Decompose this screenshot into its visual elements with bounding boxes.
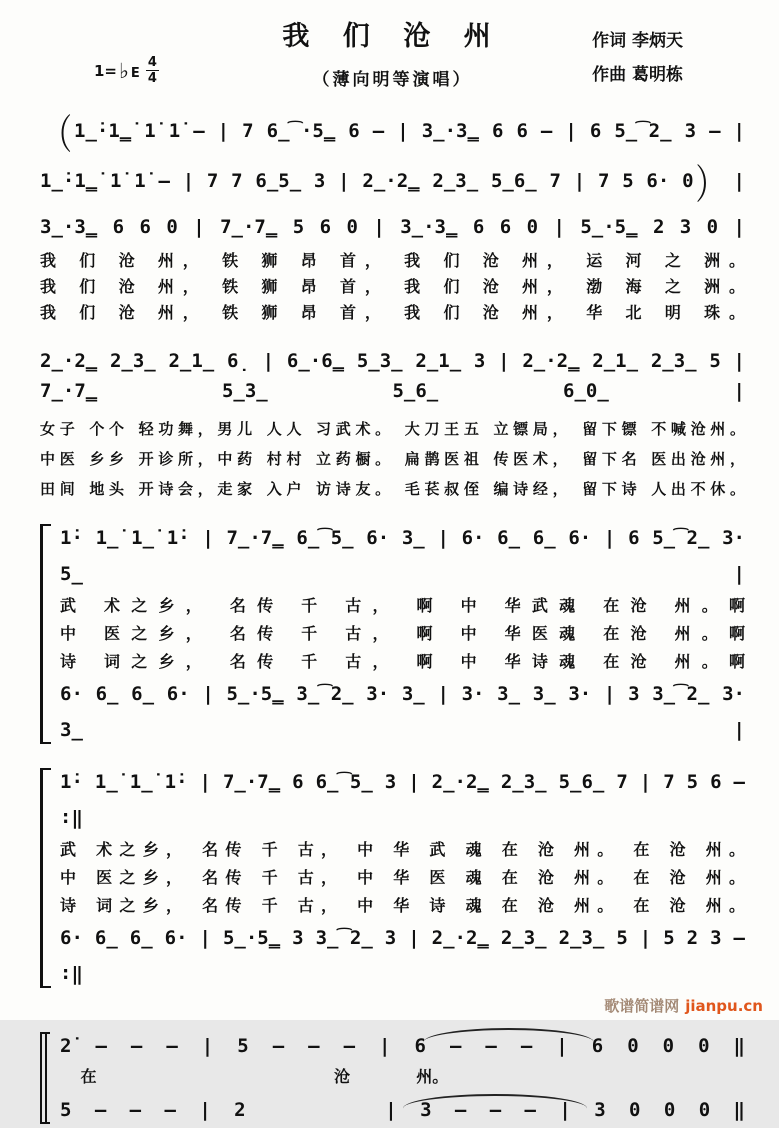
verse2-lyric-line-1: 女子 个个 轻功舞，男儿 人人 习武术。 大刀王五 立镖局， 留下镖 不喊沧州。 — [40, 420, 745, 438]
chorus2-lyric-line-1: 武 术之乡， 名传 千 古， 中 华 武 魂 在 沧 州。 在 沧 州。 — [60, 840, 745, 859]
coda-lyric-word: 沧 — [334, 1067, 351, 1086]
chorus2-music-line-top: 1̇· 1̲̇ 1̲̇ 1̇· | 7̲·7̳ 6 6̲͡5̲ 3 | 2̲·2̳ 2̲3̲ 5̲6̲ 7 | 7 5 6 — ∶‖ — [60, 771, 745, 829]
verse2-lyric-line-3: 田间 地头 开诗会，走家 入户 访诗友。 毛苌叔侄 编诗经， 留下诗 人出不休。 — [40, 480, 745, 498]
intro-system — [40, 106, 745, 210]
coda-voice1-music-line: 2̇ — — — | 5 — — — | 6 — — — | 6 0 0 0 ‖ — [60, 1035, 745, 1057]
watermark-link[interactable]: jianpu.cn — [685, 997, 763, 1015]
chorus2-system — [40, 764, 745, 992]
flat-icon: ♭ — [119, 58, 129, 83]
intro-row-2 — [40, 156, 745, 210]
verse1-system — [40, 212, 745, 326]
coda-voice-2 — [60, 1092, 745, 1128]
verse1-lyric-line-3: 我 们 沧 州， 铁 狮 昂 首， 我 们 沧 州， 华 北 明 珠。 — [40, 303, 745, 322]
coda-lyric-word: 在 — [80, 1067, 97, 1086]
open-paren: （ — [42, 112, 72, 160]
credits — [592, 24, 683, 92]
verse2-lyric-line-2: 中医 乡乡 开诊所，中药 村村 立药橱。 扁鹊医祖 传医术， 留下名 医出沧州， — [40, 450, 745, 468]
key-prefix: 1= — [94, 61, 118, 80]
chorus1-lyric-line-3: 诗 词之乡， 名传 千 古， 啊 中 华诗魂 在沧 州。啊 — [60, 652, 745, 671]
time-signature — [146, 56, 159, 85]
header — [40, 0, 745, 102]
coda-lyric-word: 州。 — [416, 1067, 449, 1086]
verse1-music-line: 3̲·3̳ 6 6 0 | 7̲·7̳ 5 6 0 | 3̲·3̳ 6 6 0 | 5̲·5̳ 2 3 0 | — [40, 216, 745, 238]
system-bracket — [40, 768, 51, 988]
lyricist-credit: 作词 李炳天 — [592, 31, 683, 51]
chorus1-lyric-line-1: 武 术之乡， 名传 千 古， 啊 中 华武魂 在沧 州。啊 — [60, 596, 745, 615]
watermark-site-name: 歌谱简谱网 — [604, 997, 680, 1015]
chorus2-lyric-line-3: 诗 词之乡， 名传 千 古， 中 华 诗 魂 在 沧 州。 在 沧 州。 — [60, 896, 745, 915]
system-bracket — [40, 524, 51, 744]
chorus1-system — [40, 520, 745, 748]
verse2-system — [40, 346, 745, 504]
chorus1-lyric-line-2: 中 医之乡， 名传 千 古， 啊 中 华医魂 在沧 州。啊 — [60, 624, 745, 643]
coda-system — [40, 1028, 745, 1128]
time-numerator: 4 — [147, 55, 157, 70]
watermark — [604, 995, 763, 1016]
chorus1-music-line-top: 1̇· 1̲̇ 1̲̇ 1̇· | 7̲·7̳ 6̲͡5̲ 6· 3̲ | 6· 6̲ 6̲ 6· | 6 5̲͡2̲ 3· 5̲ | — [60, 527, 745, 585]
intro-row-1 — [40, 106, 745, 160]
composer-credit: 作曲 葛明栋 — [592, 65, 683, 85]
coda-voice2-music-line: 5 — — — | 2 | 3 — — — | 3 0 0 0 ‖ — [60, 1099, 745, 1121]
chorus1-music-line-bottom: 6· 6̲ 6̲ 6· | 5̲·5̳ 3̲͡2̲ 3· 3̲ | 3· 3̲ 3̲ 3· | 3 3̲͡2̲ 3· 3̲ | — [60, 683, 745, 741]
verse1-lyric-line-2: 我 们 沧 州， 铁 狮 昂 首， 我 们 沧 州， 渤 海 之 洲。 — [40, 277, 745, 296]
time-denominator: 4 — [147, 71, 157, 86]
chorus2-music-line-bottom: 6· 6̲ 6̲ 6· | 5̲·5̳ 3 3̲͡2̲ 3 | 2̲·2̳ 2̲3̲ 2̲3̲ 5 | 5 2 3 — ∶‖ — [60, 927, 745, 985]
performer-credit: （薄向明等演唱） — [312, 70, 473, 90]
key-signature — [94, 56, 159, 85]
coda-bracket — [40, 1032, 50, 1124]
coda-lyric-line — [60, 1064, 745, 1092]
coda-voice-1 — [60, 1028, 745, 1064]
intro-music-line-1: 1̲̇·1̳̇ 1̇ 1̇ — | 7 6̲͡·5̳ 6 — | 3̲·3̳ 6 6 — | 6 5̲͡2̲ 3 — | — [74, 120, 745, 142]
close-paren: ） — [695, 162, 726, 210]
song-title: 我 们 沧 州 — [282, 21, 503, 52]
final-barline: | — [733, 170, 745, 192]
verse2-music-line: 2̲·2̳ 2̲3̲ 2̲1̲ 6̣ | 6̲·6̳ 5̲3̲ 2̲1̲ 3 | 2̲·2̳ 2̲1̲ 2̲3̲ 5 | 7̲·7̳ 5̲3̲ 5̲6̲ 6̲0̲ | — [40, 350, 745, 402]
chorus2-lyric-line-2: 中 医之乡， 名传 千 古， 中 华 医 魂 在 沧 州。 在 沧 州。 — [60, 868, 745, 887]
intro-music-line-2: 1̲̇·1̳̇ 1̇ 1̇ — | 7 7 6̲5̲ 3 | 2̲·2̳ 2̲3̲ 5̲6̲ 7 | 7 5 6· 0 — [40, 170, 694, 192]
verse1-lyric-line-1: 我 们 沧 州， 铁 狮 昂 首， 我 们 沧 州， 运 河 之 洲。 — [40, 251, 745, 270]
key-letter: E — [130, 66, 140, 81]
